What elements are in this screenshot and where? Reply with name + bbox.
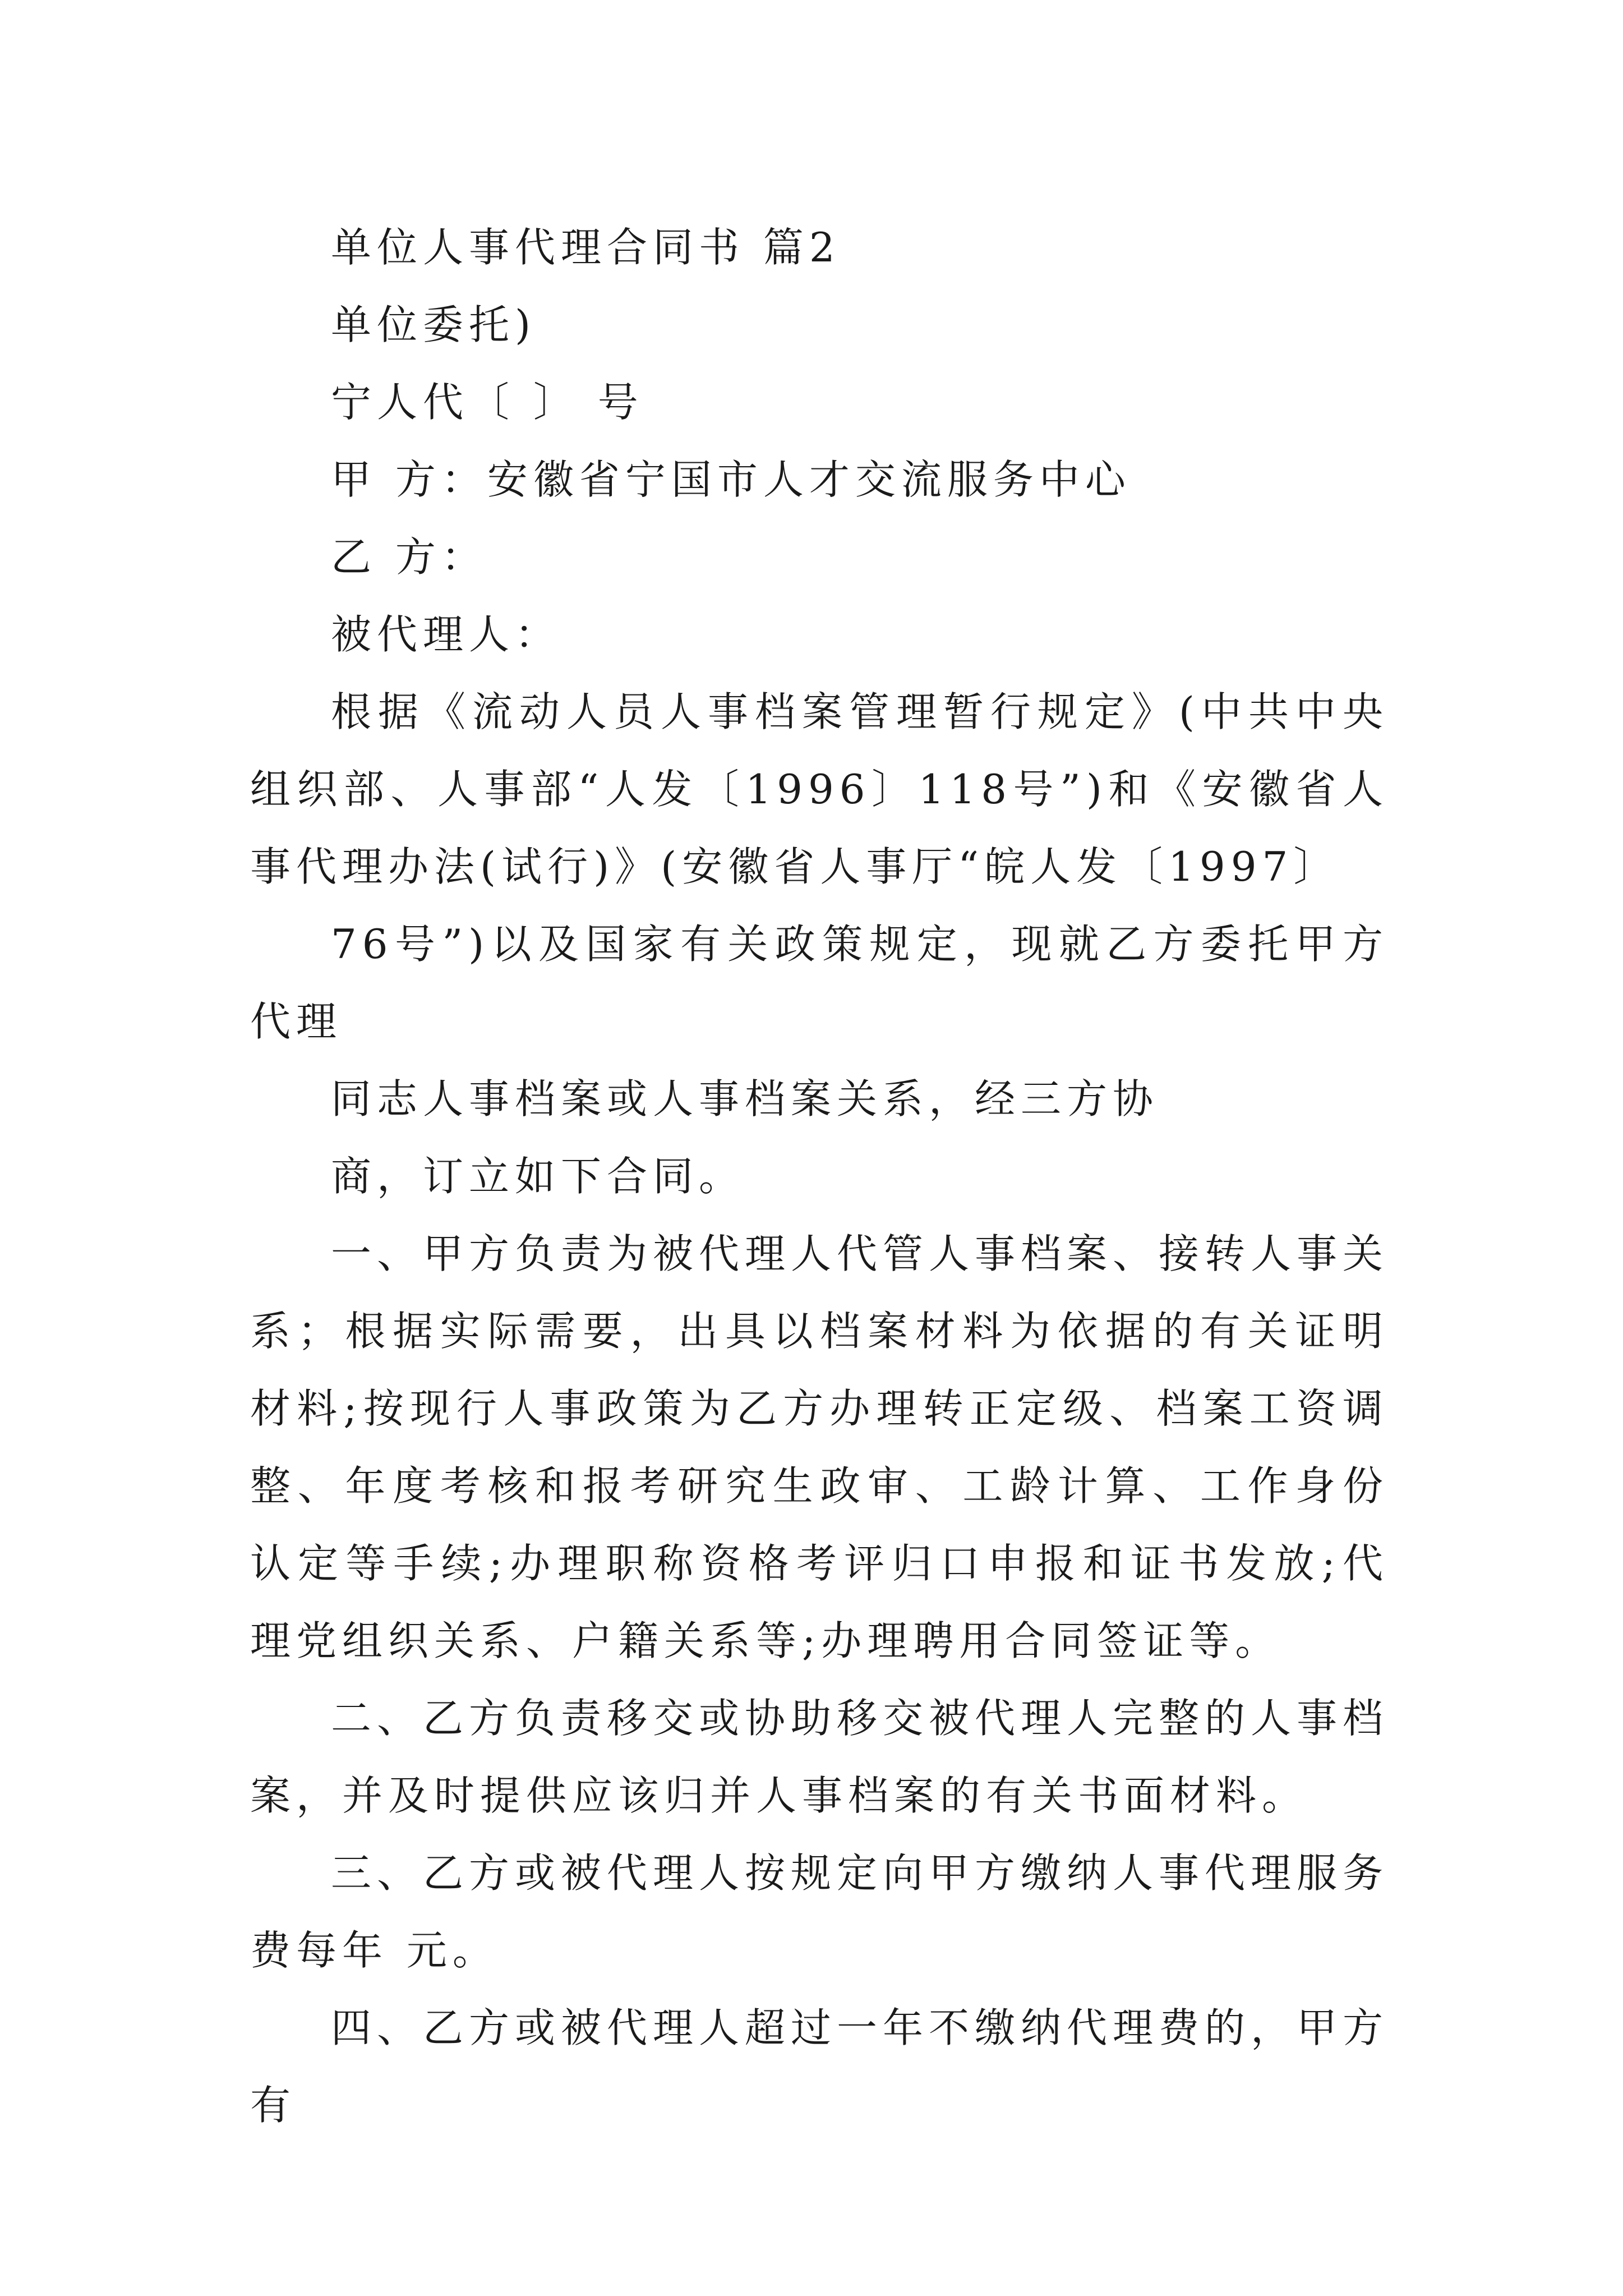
agent-person: 被代理人：: [331, 611, 561, 658]
paragraph: 76号”)以及国家有关政策规定，现就乙方委托甲方代理: [250, 921, 1389, 1045]
clause-4: 四、乙方或被代理人超过一年不缴纳代理费的，甲方有: [250, 2004, 1389, 2129]
paragraph: 商，订立如下合同。: [331, 1153, 745, 1200]
paragraph: 根据《流动人员人事档案管理暂行规定》(中共中央组织部、人事部“人发〔1996〕118号”)和《安徽省人事代理办法(试行)》(安徽省人事厅“皖人发〔1997〕: [250, 688, 1389, 890]
party-a: 甲 方：安徽省宁国市人才交流服务中心: [331, 456, 1131, 503]
paragraph: 同志人事档案或人事档案关系，经三方协: [331, 1075, 1159, 1122]
clause-1: 一、甲方负责为被代理人代管人事档案、接转人事关系；根据实际需要，出具以档案材料为依据的有关证明材料;按现行人事政策为乙方办理转正定级、档案工资调整、年度考核和报考研究生政审、工龄计算、工作身份认定等手续;办理职称资格考评归口申报和证书发放;代理党组织关系、户籍关系等;办理聘用合同签证等。: [250, 1230, 1389, 1664]
paragraph: 单位委托): [331, 301, 537, 348]
clause-2: 二、乙方负责移交或协助移交被代理人完整的人事档案，并及时提供应该归并人事档案的有关书面材料。: [250, 1695, 1389, 1819]
party-b: 乙 方：: [331, 533, 487, 581]
clause-3: 三、乙方或被代理人按规定向甲方缴纳人事代理服务费每年 元。: [250, 1849, 1389, 1974]
document-title: 单位人事代理合同书 篇2: [331, 224, 841, 271]
document-body: [250, 209, 1389, 2144]
contract-number: 宁人代〔 〕 号: [331, 379, 644, 426]
